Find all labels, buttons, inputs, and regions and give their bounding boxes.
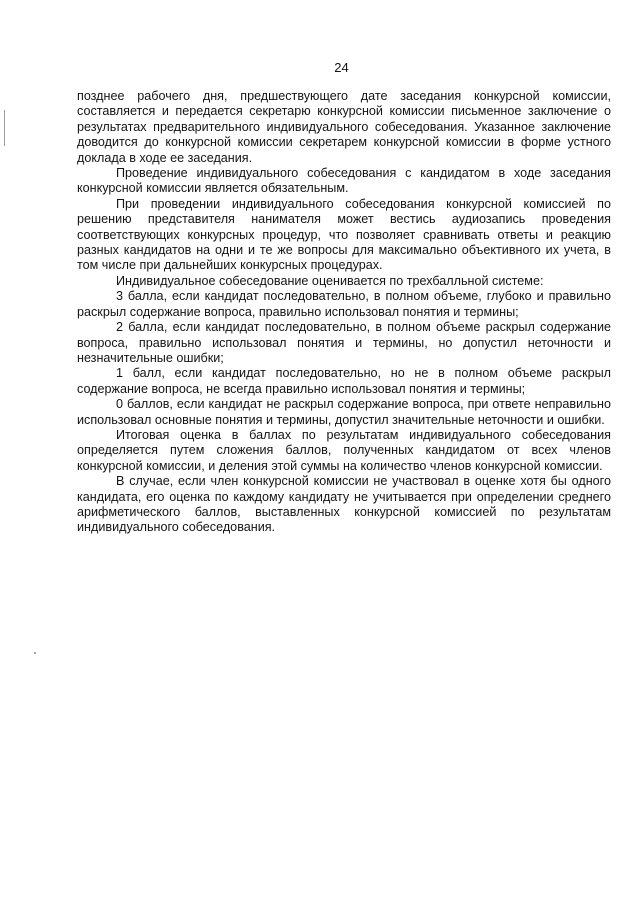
paragraph: Проведение индивидуального собеседования с кандидатом в ходе заседания конкурсной комиссии является обязательным. xyxy=(77,166,611,196)
paragraph-continuation: позднее рабочего дня, предшествующего дате заседания конкурсной комиссии, составляется и передается секретарю конкурсной комиссии письменное заключение о результатах предварительного индивидуального собеседования. Указанное заключение доводится до конкурсной комиссии секретарем конкурсной комиссии в форме устного доклада в ходе ее заседания. xyxy=(77,89,611,165)
document-body xyxy=(77,89,611,536)
paragraph-score-3: 3 балла, если кандидат последовательно, в полном объеме, глубоко и правильно раскрыл содержание вопроса, правильно использовал понятия и термины; xyxy=(77,289,611,319)
scan-speck xyxy=(34,652,36,654)
page-number: 24 xyxy=(334,60,349,75)
scan-edge-mark xyxy=(4,110,5,146)
paragraph: В случае, если член конкурсной комиссии не участвовал в оценке хотя бы одного кандидата, его оценка по каждому кандидату не учитывается при определении среднего арифметического баллов, выставленных конкурсной комиссией по результатам индивидуального собеседования. xyxy=(77,474,611,535)
paragraph: Индивидуальное собеседование оценивается по трехбалльной системе: xyxy=(116,273,544,288)
paragraph: Итоговая оценка в баллах по результатам индивидуального собеседования определяется путем сложения баллов, полученных кандидатом от всех членов конкурсной комиссии, и деления этой суммы на количество членов конкурсной комиссии. xyxy=(77,427,611,473)
paragraph-score-1: 1 балл, если кандидат последовательно, но не в полном объеме раскрыл содержание вопроса, не всегда правильно использовал понятия и термины; xyxy=(77,366,611,396)
paragraph: При проведении индивидуального собеседования конкурсной комиссией по решению представителя нанимателя может вестись аудиозапись проведения соответствующих конкурсных процедур, что позволяет сравнивать ответы и реакцию разных кандидатов на одни и те же вопросы для максимально объективного их учета, в том числе при дальнейших конкурсных процедурах. xyxy=(77,196,611,273)
paragraph-score-0: 0 баллов, если кандидат не раскрыл содержание вопроса, при ответе неправильно использовал основные понятия и термины, допустил значительные неточности и ошибки. xyxy=(77,397,611,427)
paragraph-score-2: 2 балла, если кандидат последовательно, в полном объеме раскрыл содержание вопроса, правильно использовал понятия и термины, но допустил неточности и незначительные ошибки; xyxy=(77,320,611,365)
